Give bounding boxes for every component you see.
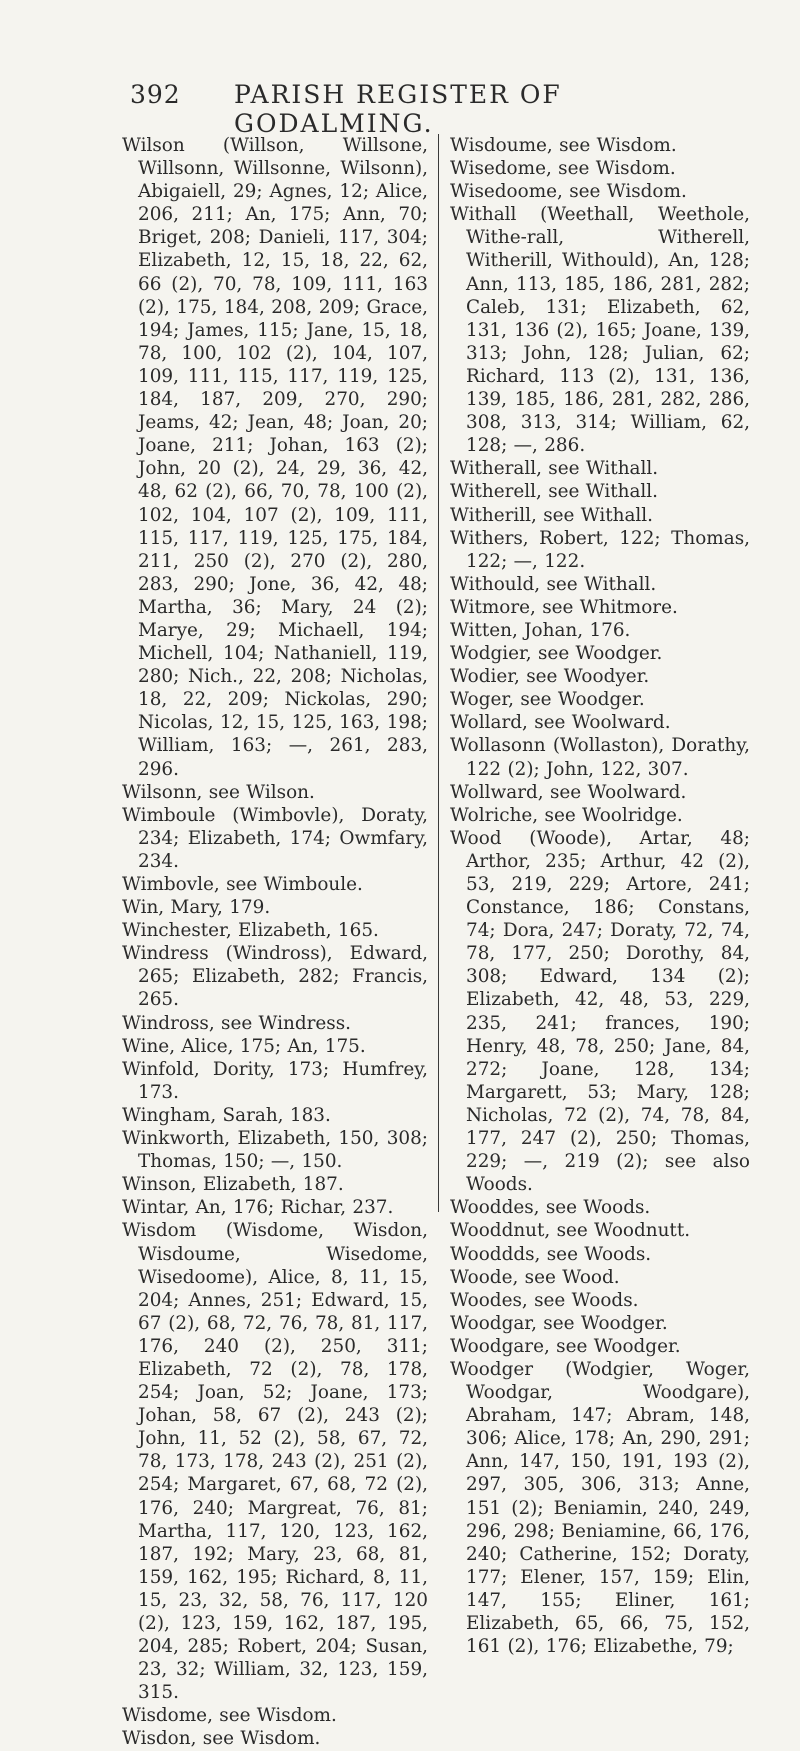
index-entry: Wooddes, see Woods. — [450, 1197, 651, 1219]
index-entry: Wimbovle, see Wimboule. — [122, 874, 363, 895]
index-entry: Woger, see Woodger. — [450, 689, 645, 711]
index-entry: Witherell, see Withall. — [450, 481, 659, 503]
index-entry: Wisedome, see Wisdom. — [450, 158, 676, 180]
index-entry: Wintar, An, 176; Richar, 237. — [122, 1197, 394, 1219]
index-entry: Woodger (Wodgier, Woger, Woodgar, Woodgare), Abraham, 147; Abram, 148, 306; Alice, 178; An, 290, 291; Ann, 147, 150, 191, 193 (2), 297, 305, 306, 313; Anne, 151 (2); Beniamin, 240, 249, 296, 298; Beniamine, 66, 176, 240; Catherine, 152; Doraty, 177; Elener, 157, 159; Elin, 147, 155; Eliner, 161; Elizabeth, 65, 66, 75, 152, 161 (2), 176; Elizabethe, 79; — [450, 1358, 750, 1658]
index-entry: Winson, Elizabeth, 187. — [122, 1174, 344, 1196]
index-entry: Windross, see Windress. — [122, 1012, 352, 1034]
index-entry: Winkworth, Elizabeth, 150, 308; Thomas, 150; —, 150. — [122, 1128, 428, 1173]
index-entry: Winchester, Elizabeth, 165. — [122, 920, 379, 942]
column-divider — [438, 134, 439, 1212]
index-entry: Withers, Robert, 122; Thomas, 122; —, 122. — [450, 527, 750, 572]
index-entry: Wolriche, see Woolridge. — [450, 804, 683, 826]
index-entry: Wimboule (Wimbovle), Doraty, 234; Elizabeth, 174; Owmfary, 234. — [122, 804, 428, 872]
index-entry: Wisdon, see Wisdom. — [122, 1728, 321, 1750]
page-header — [130, 80, 750, 138]
page-title: PARISH REGISTER OF GODALMING. — [234, 80, 562, 138]
index-entry: Wollward, see Woolward. — [450, 781, 687, 803]
index-entry: Wine, Alice, 175; An, 175. — [122, 1035, 366, 1057]
index-entry: Wooddnut, see Woodnutt. — [450, 1220, 691, 1242]
right-column — [450, 134, 750, 1658]
index-entry: Wingham, Sarah, 183. — [122, 1104, 331, 1126]
index-entry: Wilson (Willson, Willsone, Willsonn, Willsonne, Wilsonn), Abigaiell, 29; Agnes, 12; Alice, 206, 211; An, 175; Ann, 70; Briget, 208; Danieli, 117, 304; Elizabeth, 12, 15, 18, 22, 62, 66 (2), 70, 78, 109, 111, 163 (2), 175, 184, 208, 209; Grace, 194; James, 115; Jane, 15, 18, 78, 100, 102 (2), 104, 107, 109, 111, 115, 117, 119, 125, 184, 187, 209, 270, 290; Jeams, 42; Jean, 48; Joan, 20; Joane, 211; Johan, 163 (2); John, 20 (2), 24, 29, 36, 42, 48, 62 (2), 66, 70, 78, 100 (2), 102, 104, 107 (2), 109, 111, 115, 117, 119, 125, 175, 184, 211, 250 (2), 270 (2), 280, 283, 290; Jone, 36, 42, 48; Martha, 36; Mary, 24 (2); Marye, 29; Michaell, 194; Michell, 104; Nathaniell, 119, 280; Nich., 22, 208; Nicholas, 18, 22, 209; Nickolas, 290; Nicolas, 12, 15, 125, 163, 198; William, 163; —, 261, 283, 296. — [122, 135, 428, 780]
index-entry: Wodier, see Woodyer. — [450, 666, 650, 688]
index-entry: Woodgar, see Woodger. — [450, 1312, 668, 1334]
index-entry: Woode, see Wood. — [450, 1266, 620, 1288]
index-entry: Windress (Windross), Edward, 265; Elizabeth, 282; Francis, 265. — [122, 943, 428, 1011]
index-columns — [122, 134, 750, 1750]
index-entry: Witmore, see Whitmore. — [450, 596, 678, 618]
index-entry: Wollard, see Woolward. — [450, 712, 671, 734]
index-entry: Wilsonn, see Wilson. — [122, 781, 315, 803]
index-entry: Wisdome, see Wisdom. — [122, 1705, 337, 1727]
index-entry: Witten, Johan, 176. — [450, 619, 631, 641]
index-entry: Wollasonn (Wollaston), Dorathy, 122 (2); John, 122, 307. — [450, 735, 750, 780]
index-entry: Wooddds, see Woods. — [450, 1243, 652, 1265]
index-entry: Wisdom (Wisdome, Wisdon, Wisdoume, Wisedome, Wisedoome), Alice, 8, 11, 15, 204; Annes, 251; Edward, 15, 67 (2), 68, 72, 76, 78, 81, 117, 176, 240 (2), 250, 311; Elizabeth, 72 (2), 78, 178, 254; Joan, 52; Joane, 173; Johan, 58, 67 (2), 243 (2); John, 11, 52 (2), 58, 67, 72, 78, 173, 178, 243 (2), 251 (2), 254; Margaret, 67, 68, 72 (2), 176, 240; Margreat, 76, 81; Martha, 117, 120, 123, 162, 187, 192; Mary, 23, 68, 81, 159, 162, 195; Richard, 8, 11, 15, 23, 32, 58, 76, 117, 120 (2), 123, 159, 162, 187, 195, 204, 285; Robert, 204; Susan, 23, 32; William, 32, 123, 159, 315. — [122, 1220, 428, 1704]
index-entry: Wodgier, see Woodger. — [450, 643, 663, 665]
page-number: 392 — [130, 80, 181, 109]
index-entry: Wisdoume, see Wisdom. — [450, 135, 677, 156]
index-entry: Witherall, see Withall. — [450, 458, 659, 480]
index-entry: Wisedoome, see Wisdom. — [450, 181, 687, 203]
left-column — [122, 134, 428, 1751]
index-entry: Wood (Woode), Artar, 48; Arthor, 235; Arthur, 42 (2), 53, 219, 229; Artore, 241; Constance, 186; Constans, 74; Dora, 247; Doraty, 72, 74, 78, 177, 250; Dorothy, 84, 308; Edward, 134 (2); Elizabeth, 42, 48, 53, 229, 235, 241; frances, 190; Henry, 48, 78, 250; Jane, 84, 272; Joane, 128, 134; Margarett, 53; Mary, 128; Nicholas, 72 (2), 74, 78, 84, 177, 247 (2), 250; Thomas, 229; —, 219 (2); see also Woods. — [450, 827, 750, 1196]
index-entry: Woodes, see Woods. — [450, 1289, 639, 1311]
index-entry: Win, Mary, 179. — [122, 897, 271, 919]
index-entry: Withall (Weethall, Weethole, Withe-rall, Witherell, Witherill, Withould), An, 128; Ann, 113, 185, 186, 281, 282; Caleb, 131; Elizabeth, 62, 131, 136 (2), 165; Joane, 139, 313; John, 128; Julian, 62; Richard, 113 (2), 131, 136, 139, 185, 186, 281, 282, 286, 308, 313, 314; William, 62, 128; —, 286. — [450, 204, 750, 457]
index-entry: Winfold, Dority, 173; Humfrey, 173. — [122, 1058, 428, 1103]
index-entry: Witherill, see Withall. — [450, 504, 654, 526]
index-entry: Woodgare, see Woodger. — [450, 1335, 681, 1357]
index-entry: Withould, see Withall. — [450, 573, 657, 595]
